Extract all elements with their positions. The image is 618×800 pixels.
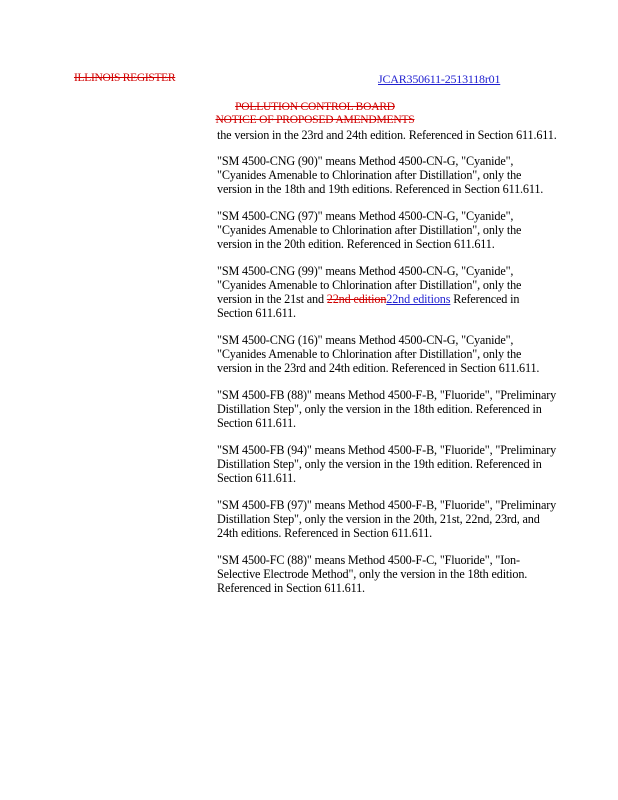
definition-paragraph [217,264,557,320]
inserted-text: 22nd editions [386,292,451,306]
deleted-text: 22nd edition [326,292,387,306]
register-header: ILLINOIS REGISTER [74,72,176,84]
paragraph: the version in the 23rd and 24th edition. Referenced in Section 611.611. [217,128,557,142]
paragraph-text: Referenced in Section 611.611. [217,292,520,320]
definition-paragraph: "SM 4500-FB (88)" means Method 4500-F-B, "Fluoride", "Preliminary Distillation Step", only the version in the 18th edition. Referenced in Section 611.611. [217,388,557,430]
document-id: JCAR350611-2513118r01 [378,72,501,86]
definition-paragraph: "SM 4500-FB (94)" means Method 4500-F-B, "Fluoride", "Preliminary Distillation Step", only the version in the 19th edition. Referenced in Section 611.611. [217,443,557,485]
definition-paragraph: "SM 4500-FB (97)" means Method 4500-F-B, "Fluoride", "Preliminary Distillation Step", only the version in the 20th, 21st, 22nd, 23rd, and 24th editions. Referenced in Section 611.611. [217,498,557,540]
document-body [217,128,557,608]
definition-paragraph: "SM 4500-FC (88)" means Method 4500-F-C, "Fluoride", "Ion-Selective Electrode Method", only the version in the 18th edition. Referenced in Section 611.611. [217,553,528,595]
definition-paragraph: "SM 4500-CNG (97)" means Method 4500-CN-G, "Cyanide", "Cyanides Amenable to Chlorination after Distillation", only the version in the 20th edition. Referenced in Section 611.611. [217,209,522,251]
definition-paragraph: "SM 4500-CNG (16)" means Method 4500-CN-G, "Cyanide", "Cyanides Amenable to Chlorination after Distillation", only the version in the 23rd and 24th edition. Referenced in Section 611.611. [217,333,540,375]
definition-paragraph: "SM 4500-CNG (90)" means Method 4500-CN-G, "Cyanide", "Cyanides Amenable to Chlorination after Distillation", only the version in the 18th and 19th editions. Referenced in Section 611.611. [217,154,544,196]
agency-heading: POLLUTION CONTROL BOARD [235,101,395,113]
paragraph-text: "SM 4500-CNG (99)" means Method 4500-CN-G, "Cyanide", "Cyanides Amenable to Chlorination after Distillation", only the version in the 21st and [217,264,522,306]
notice-heading: NOTICE OF PROPOSED AMENDMENTS [215,114,415,126]
